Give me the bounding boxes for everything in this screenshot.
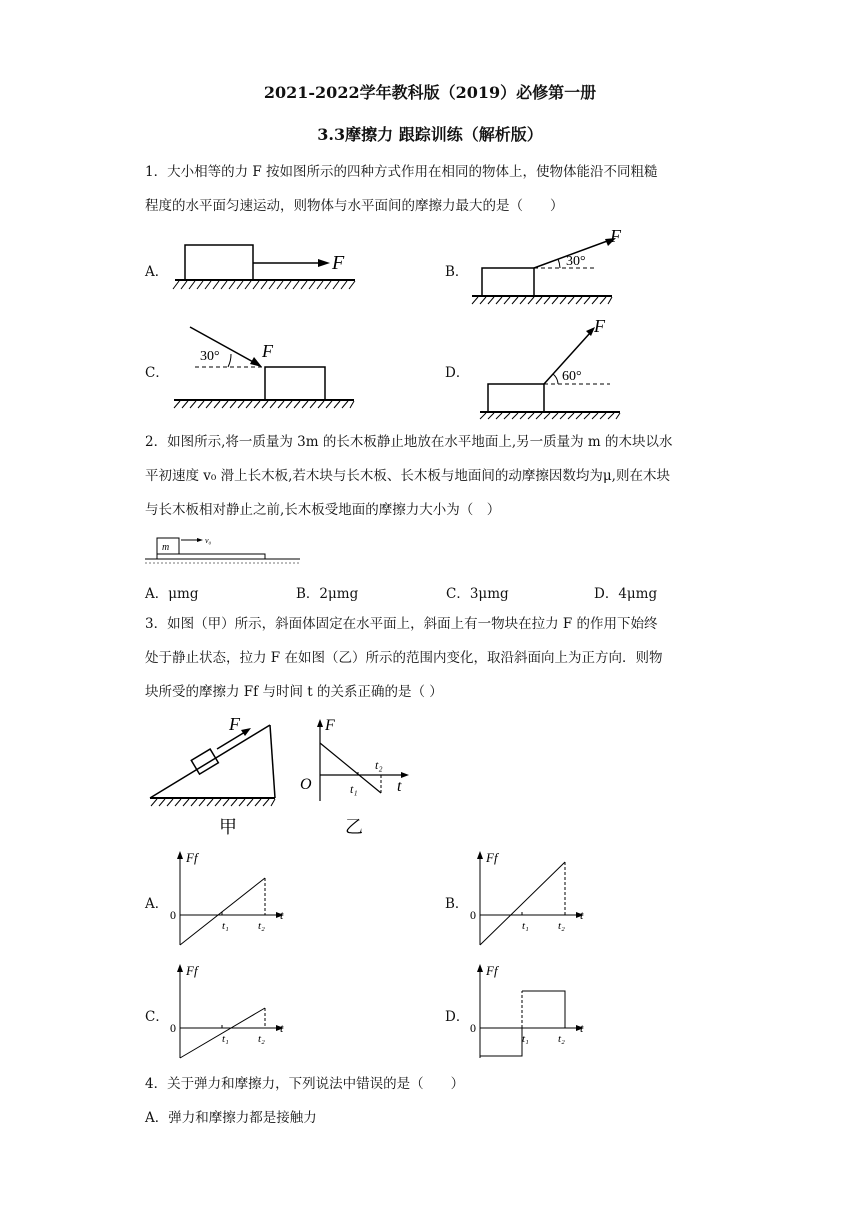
svg-text:F: F bbox=[229, 714, 240, 734]
svg-text:t₁: t₁ bbox=[350, 782, 358, 796]
svg-text:30°: 30° bbox=[566, 254, 586, 269]
q2-option-a: A．μmg bbox=[145, 586, 199, 602]
svg-text:F: F bbox=[262, 341, 273, 361]
svg-text:Ff: Ff bbox=[186, 963, 198, 978]
svg-text:t₂: t₂ bbox=[375, 758, 383, 772]
q2-text-2: 平初速度 v₀ 滑上长木板,若木块与长木板、长木板与地面间的动摩擦因数均为μ,则在木块 bbox=[145, 468, 670, 484]
svg-text:60°: 60° bbox=[562, 369, 582, 384]
svg-text:t₁: t₁ bbox=[522, 920, 529, 932]
svg-text:t: t bbox=[580, 1021, 584, 1035]
svg-text:t₁: t₁ bbox=[222, 1033, 229, 1045]
q1-figure-a bbox=[170, 235, 370, 295]
q3-label-d: D． bbox=[445, 1009, 470, 1025]
q3-graph-d bbox=[468, 958, 598, 1068]
title-line-1: 2021-2022学年教科版（2019）必修第一册 bbox=[263, 83, 597, 102]
svg-text:v₀: v₀ bbox=[205, 536, 212, 545]
q3-figure-jia bbox=[145, 713, 295, 838]
svg-text:t₂: t₂ bbox=[558, 920, 565, 932]
svg-text:Ff: Ff bbox=[486, 963, 498, 978]
svg-text:m: m bbox=[162, 542, 170, 553]
q3-label-a: A． bbox=[145, 896, 169, 912]
q2-option-c: C．3μmg bbox=[446, 586, 509, 602]
svg-text:30°: 30° bbox=[200, 349, 220, 364]
q3-label-b: B． bbox=[445, 896, 469, 912]
svg-text:Ff: Ff bbox=[486, 850, 498, 865]
svg-text:0: 0 bbox=[470, 908, 476, 922]
q3-text-3: 块所受的摩擦力 Ff 与时间 t 的关系正确的是（ ） bbox=[145, 684, 443, 700]
svg-text:乙: 乙 bbox=[345, 817, 363, 837]
q1-label-c: C． bbox=[145, 365, 169, 381]
q2-text-1: 2．如图所示,将一质量为 3m 的长木板静止地放在水平地面上,另一质量为 m 的木块以水 bbox=[145, 434, 673, 450]
q1-label-b: B． bbox=[445, 264, 469, 280]
svg-text:t: t bbox=[280, 908, 284, 922]
svg-text:t₂: t₂ bbox=[258, 1033, 265, 1045]
svg-text:F: F bbox=[610, 226, 621, 246]
q1-figure-d bbox=[478, 318, 628, 418]
q3-graph-b bbox=[468, 845, 598, 955]
force-f-label: F bbox=[332, 252, 345, 274]
svg-text:t: t bbox=[580, 908, 584, 922]
svg-text:t₁: t₁ bbox=[522, 1033, 529, 1045]
svg-text:0: 0 bbox=[170, 908, 176, 922]
svg-text:t: t bbox=[397, 778, 402, 795]
q2-option-d: D．4μmg bbox=[594, 586, 658, 602]
svg-text:t₂: t₂ bbox=[258, 920, 265, 932]
q2-figure bbox=[145, 530, 305, 570]
svg-text:t: t bbox=[280, 1021, 284, 1035]
q2-option-b: B．2μmg bbox=[296, 586, 359, 602]
svg-text:F: F bbox=[594, 316, 605, 336]
q1-text-1: 1．大小相等的力 F 按如图所示的四种方式作用在相同的物体上，使物体能沿不同粗糙 bbox=[145, 164, 658, 180]
q1-text-2: 程度的水平面匀速运动，则物体与水平面间的摩擦力最大的是（ ） bbox=[145, 198, 564, 214]
q1-figure-c bbox=[170, 325, 360, 415]
q3-text-2: 处于静止状态，拉力 F 在如图（乙）所示的范围内变化，取沿斜面向上为正方向．则物 bbox=[145, 650, 663, 666]
q2-text-3: 与长木板相对静止之前,长木板受地面的摩擦力大小为（ ） bbox=[145, 502, 501, 518]
q3-label-c: C． bbox=[145, 1009, 169, 1025]
svg-text:0: 0 bbox=[470, 1021, 476, 1035]
q4-text-1: 4．关于弹力和摩擦力，下列说法中错误的是（ ） bbox=[145, 1076, 465, 1092]
q1-label-d: D． bbox=[445, 365, 470, 381]
q4-option-a: A．弹力和摩擦力都是接触力 bbox=[145, 1110, 317, 1126]
q3-graph-c bbox=[168, 958, 298, 1068]
svg-text:O: O bbox=[300, 776, 312, 793]
q3-graph-a bbox=[168, 845, 298, 955]
q3-text-1: 3．如图（甲）所示，斜面体固定在水平面上，斜面上有一物块在拉力 F 的作用下始终 bbox=[145, 616, 658, 632]
svg-text:F: F bbox=[325, 717, 335, 734]
svg-text:0: 0 bbox=[170, 1021, 176, 1035]
q1-figure-b bbox=[470, 228, 620, 303]
title-line-2: 3.3摩擦力 跟踪训练（解析版） bbox=[317, 125, 543, 144]
svg-text:甲: 甲 bbox=[219, 817, 237, 837]
q3-figure-yi bbox=[295, 713, 415, 838]
svg-text:t₁: t₁ bbox=[222, 920, 229, 932]
q1-label-a: A． bbox=[145, 264, 169, 280]
svg-text:Ff: Ff bbox=[186, 850, 198, 865]
svg-text:t₂: t₂ bbox=[558, 1033, 565, 1045]
